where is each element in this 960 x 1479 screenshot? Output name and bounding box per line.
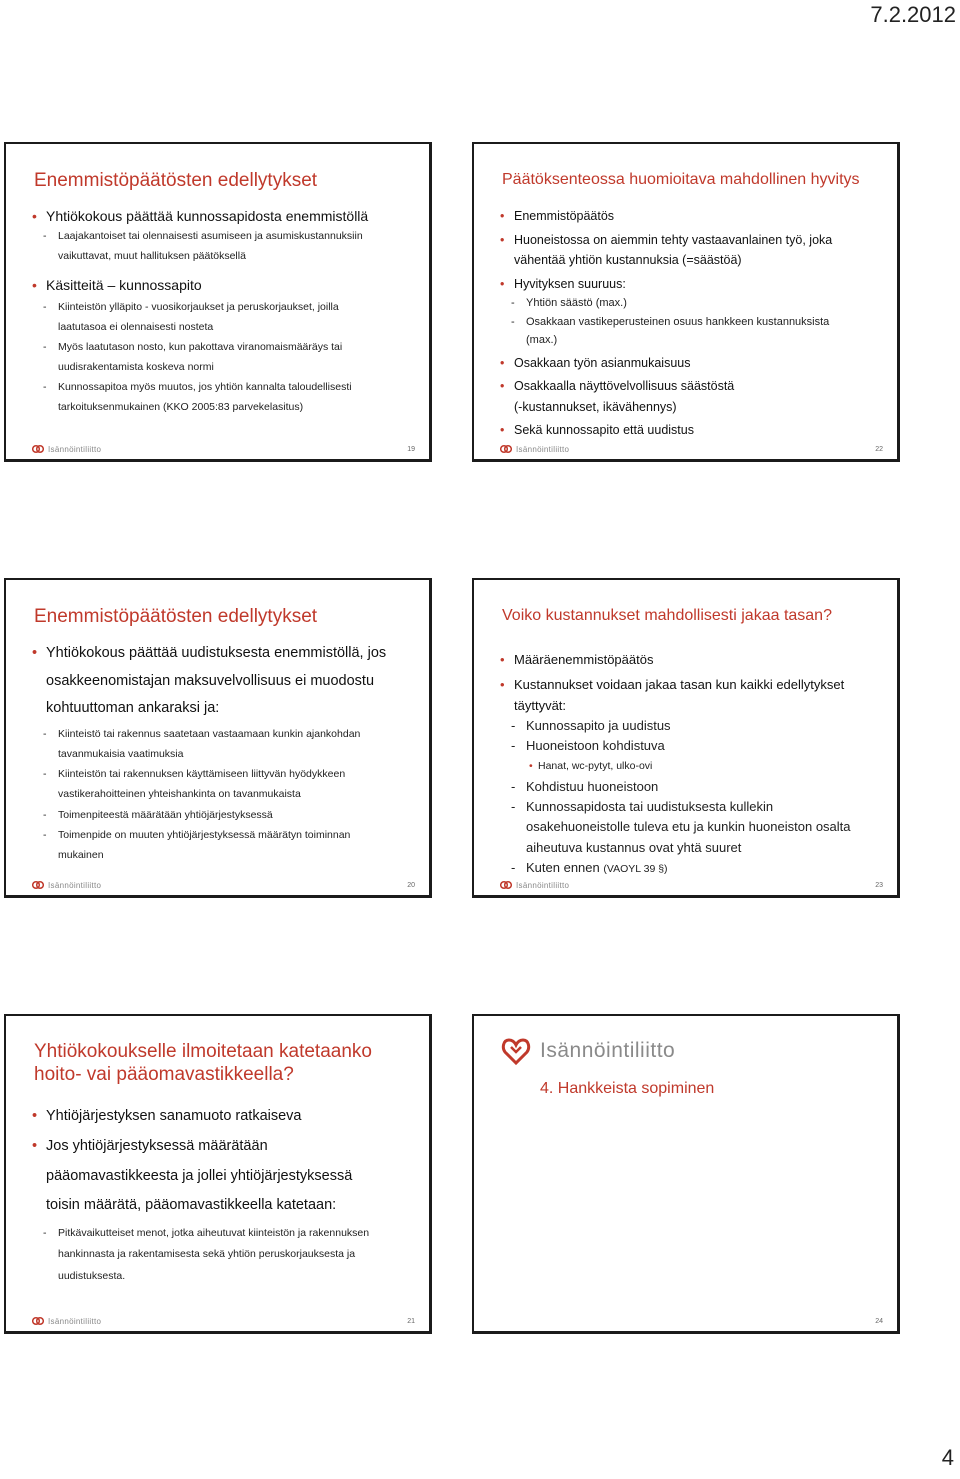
bullet-cont: vähentää yhtiön kustannuksia (=säästöä) xyxy=(514,253,742,267)
bullet-cont: täyttyvät: xyxy=(514,697,567,713)
bullet: • Yhtiökokous päättää uudistuksesta enemmistöllä, jos xyxy=(32,640,417,668)
section-title: 4. Hankkeista sopiminen xyxy=(540,1080,715,1097)
sub-bullet: - Myös laatutason nosto, kun pakottava viranomaismääräys tai xyxy=(32,337,417,357)
slide-title: Enemmistöpäätösten edellytykset xyxy=(34,170,318,191)
sub-bullet: - Laajakantoiset tai olennaisesti asumiseen ja asumiskustannuksiin xyxy=(32,226,417,246)
sub-bullet-cont: laatutasoa ei olennaisesti nosteta xyxy=(58,321,214,333)
bullet-cont: toisin määrätä, pääomavastikkeella katetaan: xyxy=(46,1197,337,1213)
slide-20 xyxy=(4,578,432,898)
bullet-cont: osakkeenomistajan maksuvelvollisuus ei muodostu xyxy=(46,672,375,689)
sub-bullet: - Huoneistoon kohdistuva xyxy=(500,736,885,756)
bullet: • Enemmistöpäätös xyxy=(500,206,885,227)
sub-bullet-cont: osakehuoneistolle tuleva etu ja kunkin huoneiston osalta xyxy=(526,819,851,835)
slide-title-line: Yhtiökokoukselle ilmoitetaan katetaanko xyxy=(34,1041,372,1062)
logo-text: Isännöintiliitto xyxy=(48,1316,102,1326)
page-number: 4 xyxy=(941,1445,954,1470)
sub-bullet-cont: aiheutuva kustannus ovat yhtä suuret xyxy=(526,839,742,855)
slide-19 xyxy=(4,142,432,462)
sub-bullet: - Kunnossapito ja uudistus xyxy=(500,716,885,736)
isannointiliitto-logo-icon xyxy=(32,1316,44,1326)
slide-title: Päätöksenteossa huomioitava mahdollinen hyvitys xyxy=(502,171,860,188)
bullet-cont: (-kustannukset, ikävähennys) xyxy=(514,399,677,414)
sub-bullet: - Yhtiön säästö (max.) xyxy=(500,294,885,313)
slide-21 xyxy=(4,1014,432,1334)
sub-bullet-cont: uudisrakentamista koskeva normi xyxy=(58,361,214,373)
sub-bullet-cont: mukainen xyxy=(58,849,104,862)
slide-22 xyxy=(472,142,900,462)
page-date: 7.2.2012 xyxy=(870,2,956,27)
footer-logo xyxy=(32,1316,101,1326)
big-logo-text: Isännöintiliitto xyxy=(540,1039,676,1062)
bullet: • Jos yhtiöjärjestyksessä määrätään xyxy=(32,1132,417,1162)
bullet: • Määräenemmistöpäätös xyxy=(500,650,885,670)
slide-number: 20 xyxy=(407,882,415,889)
slide-number: 21 xyxy=(407,1318,415,1325)
sub-bullet-cont: uudistuksesta. xyxy=(58,1269,126,1282)
bullet: • Osakkaan työn asianmukaisuus xyxy=(500,353,885,374)
logo-text: Isännöintiliitto xyxy=(516,880,570,890)
slide-number: 23 xyxy=(875,882,883,889)
bullet-cont: kohtuuttoman ankaraksi ja: xyxy=(46,700,220,716)
slide-number: 22 xyxy=(875,446,883,453)
slide-24 xyxy=(472,1014,900,1334)
footer-logo xyxy=(32,880,101,890)
bullet: • Käsitteitä – kunnossapito xyxy=(32,275,417,295)
logo-text: Isännöintiliitto xyxy=(48,444,102,454)
bullet: • Yhtiökokous päättää kunnossapidosta enemmistöllä xyxy=(32,206,417,226)
sub-sub-bullet: • Hanat, wc-pytyt, ulko-ovi xyxy=(500,756,885,776)
bullet: • Huoneistossa on aiemmin tehty vastaavanlainen työ, joka xyxy=(500,230,885,251)
sub-bullet: - Toimenpiteestä määrätään yhtiöjärjestyksessä xyxy=(32,805,417,825)
sub-bullet: - Kunnossapidosta tai uudistuksesta kullekin xyxy=(500,797,885,817)
sub-bullet: - Kunnossapitoa myös muutos, jos yhtiön kannalta taloudellisesti xyxy=(32,377,417,397)
sub-bullet: - Toimenpide on muuten yhtiöjärjestyksessä määrätyn toiminnan xyxy=(32,825,417,845)
slide-title xyxy=(34,1040,419,1086)
slide-title-line: hoito- vai pääomavastikkeella? xyxy=(34,1064,294,1085)
sub-bullet: - Kiinteistön ylläpito - vuosikorjaukset ja peruskorjaukset, joilla xyxy=(32,297,417,317)
logo-text: Isännöintiliitto xyxy=(48,880,102,890)
bullet: • Yhtiöjärjestyksen sanamuoto ratkaiseva xyxy=(32,1103,417,1129)
bullet: • Kustannukset voidaan jakaa tasan kun kaikki edellytykset xyxy=(500,675,885,695)
footer-logo xyxy=(500,444,569,454)
sub-bullet-main: Kuten ennen xyxy=(526,859,600,875)
big-logo xyxy=(500,1036,675,1066)
footer-logo xyxy=(500,880,569,890)
sub-bullet: - Kiinteistön tai rakennuksen käyttämiseen liittyvän hyödykkeen xyxy=(32,764,417,784)
isannointiliitto-logo-icon xyxy=(32,880,44,890)
sub-bullet-cont: vaikuttavat, muut hallituksen päätöksellä xyxy=(58,250,246,262)
bullet: • Sekä kunnossapito että uudistus xyxy=(500,420,885,441)
logo-text: Isännöintiliitto xyxy=(516,444,570,454)
sub-bullet xyxy=(500,858,885,879)
slide-number: 19 xyxy=(407,446,415,453)
sub-bullet: - Pitkävaikutteiset menot, jotka aiheutuvat kiinteistön ja rakennuksen xyxy=(32,1223,417,1245)
bullet-cont: pääomavastikkeesta ja jollei yhtiöjärjestyksessä xyxy=(46,1167,353,1184)
isannointiliitto-logo-icon xyxy=(500,1036,532,1066)
slide-title: Enemmistöpäätösten edellytykset xyxy=(34,606,318,627)
sub-bullet-cont: vastikerahoitteinen yhteishankinta on tavanmukaista xyxy=(58,788,301,801)
bullet: • Osakkaalla näyttövelvollisuus säästöstä xyxy=(500,376,885,397)
sub-bullet-cont: tarkoituksenmukainen (KKO 2005:83 parvekelasitus) xyxy=(58,401,304,413)
isannointiliitto-logo-icon xyxy=(500,444,512,454)
slide-title: Voiko kustannukset mahdollisesti jakaa tasan? xyxy=(502,607,832,624)
slide-number: 24 xyxy=(875,1318,883,1325)
sub-bullet: - Osakkaan vastikeperusteinen osuus hankkeen kustannuksista xyxy=(500,313,885,332)
sub-bullet-ref: (VAOYL 39 §) xyxy=(603,862,668,875)
isannointiliitto-logo-icon xyxy=(32,444,44,454)
sub-bullet-cont: tavanmukaisia vaatimuksia xyxy=(58,747,184,760)
sub-bullet: - Kiinteistö tai rakennus saatetaan vastaamaan kunkin ajankohdan xyxy=(32,724,417,744)
sub-bullet-cont: hankinnasta ja rakentamisesta sekä yhtiön peruskorjauksesta ja xyxy=(58,1248,356,1260)
sub-bullet-cont: (max.) xyxy=(526,334,558,346)
slide-23 xyxy=(472,578,900,898)
sub-bullet: - Kohdistuu huoneistoon xyxy=(500,777,885,797)
footer-logo xyxy=(32,444,101,454)
bullet: • Hyvityksen suuruus: xyxy=(500,274,885,295)
isannointiliitto-logo-icon xyxy=(500,880,512,890)
